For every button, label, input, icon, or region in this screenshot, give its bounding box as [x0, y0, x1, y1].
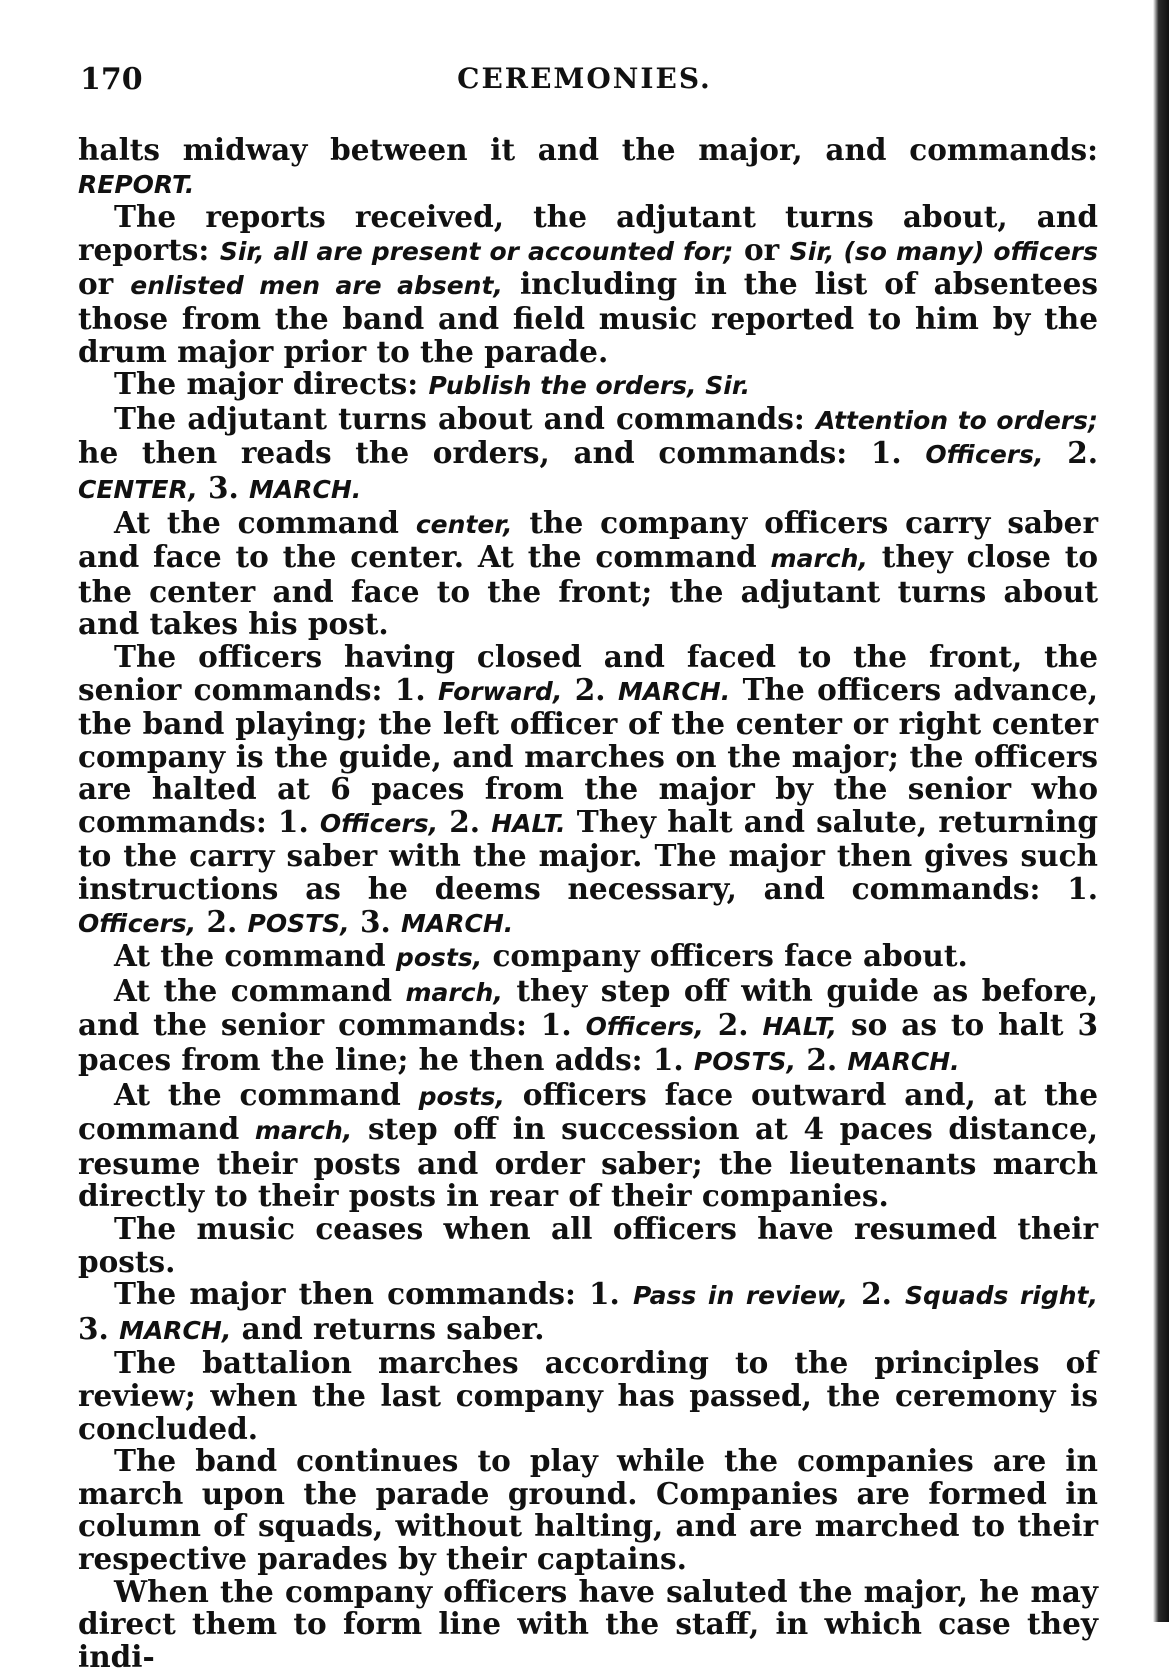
command-text: enlisted men are absent,	[130, 271, 503, 301]
body-run: The officers having closed and faced to the front, the senior commands: 1.	[78, 638, 1098, 707]
body-run: The officers advance, the band playing; the left officer of the center or right center company is the guide, and marches on the major; the officers are halted at 6 paces from the major by the senior who commands: 1.	[78, 671, 1098, 839]
body-run: They halt and salute, returning to the carry saber with the major. The major then gives such instructions as he deems necessary, and commands: 1.	[78, 803, 1099, 907]
command-text: Sir, all are present or accounted for;	[219, 236, 734, 266]
body-run: The major directs:	[114, 366, 429, 402]
body-text	[78, 134, 1098, 1673]
body-run: 2.	[847, 1276, 906, 1312]
command-text: HALT,	[762, 1012, 838, 1042]
paragraph-p9	[78, 1076, 1098, 1214]
command-text: MARCH,	[119, 1315, 232, 1345]
body-run: 2.	[703, 1007, 763, 1043]
body-run: halts midway between it and the major, and commands:	[78, 132, 1098, 167]
body-run: 2.	[1043, 435, 1098, 471]
command-text: REPORT.	[78, 169, 195, 199]
body-run: 3.	[197, 469, 250, 505]
body-run: company officers face about.	[482, 938, 968, 974]
paragraph-p2	[78, 201, 1098, 368]
command-text: Officers,	[585, 1012, 704, 1042]
command-text: MARCH.	[249, 474, 362, 504]
paragraph-p11	[78, 1278, 1098, 1347]
paragraph-p3	[78, 368, 1098, 403]
body-run: The music ceases when all officers have resumed their posts.	[78, 1211, 1098, 1279]
command-text: MARCH.	[847, 1047, 960, 1077]
body-run: and returns saber.	[231, 1310, 545, 1346]
command-text: posts,	[418, 1081, 505, 1111]
body-run: When the company officers have saluted the major, he may direct them to form line with the staff, in which case they indi-	[78, 1573, 1098, 1674]
page-edge-shadow	[1153, 0, 1169, 1622]
command-text: Sir, (so many) officers	[789, 236, 1098, 266]
paragraph-p6	[78, 638, 1099, 940]
body-run: he then reads the orders, and commands: 1.	[78, 435, 926, 471]
command-text: posts,	[395, 943, 483, 973]
command-text: Squads right,	[905, 1281, 1098, 1311]
body-run: At the command	[114, 1076, 419, 1112]
body-run: The reports received, the adjutant turns about, and reports:	[78, 199, 1098, 267]
running-head: CEREMONIES.	[457, 62, 712, 95]
command-text: POSTS,	[247, 908, 350, 938]
command-text: Publish the orders, Sir.	[428, 371, 751, 401]
body-run: The band continues to play while the companies are in march upon the parade ground. Companies are formed in column of squads, without halting, and are marched to their respective parades by their captains.	[78, 1443, 1098, 1576]
body-run: At the command	[114, 504, 416, 540]
body-run: so as to halt 3 paces from the line; he then adds: 1.	[78, 1007, 1098, 1078]
body-run: At the command	[114, 938, 396, 974]
body-run: 2.	[196, 903, 248, 939]
body-run: the company officers carry saber and face to the center. At the command	[78, 504, 1098, 575]
command-text: march,	[770, 544, 868, 574]
body-run: The battalion marches according to the principles of review; when the last company has passed, the ceremony is concluded.	[78, 1345, 1098, 1446]
paragraph-p4	[78, 400, 1098, 507]
command-text: march,	[254, 1116, 353, 1146]
body-run: 3.	[78, 1310, 120, 1346]
body-run: At the command	[114, 972, 406, 1008]
command-text: MARCH.	[401, 908, 514, 938]
paragraph-p1	[78, 134, 1098, 201]
page-number: 170	[80, 62, 143, 97]
command-text: CENTER,	[78, 474, 198, 504]
body-run: including in the list of absentees those from the band and field music reported to him by the drum major prior to the parade.	[78, 266, 1098, 369]
command-text: POSTS,	[693, 1047, 797, 1077]
body-run: 3.	[349, 903, 402, 939]
body-run: or	[733, 231, 790, 267]
paragraph-p10	[78, 1213, 1098, 1278]
command-text: Officers,	[925, 440, 1044, 470]
command-text: MARCH.	[617, 676, 731, 706]
body-run: they close to the center and face to the front; the adjutant turns about and takes his post.	[78, 539, 1098, 642]
body-run: officers face outward and, at the command	[78, 1076, 1098, 1147]
body-run: step off in succession at 4 paces distance, resume their posts and order saber; the lieutenants march directly to their posts in rear of their companies.	[78, 1111, 1098, 1214]
body-run: The adjutant turns about and commands:	[114, 400, 816, 436]
body-run: 2.	[796, 1042, 848, 1078]
command-text: Pass in review,	[632, 1281, 848, 1311]
paragraph-p8	[78, 972, 1098, 1079]
command-text: Officers,	[319, 808, 439, 838]
body-run: 2.	[438, 803, 492, 839]
body-run: they step off with guide as before, and the senior commands: 1.	[78, 972, 1098, 1043]
command-text: march,	[405, 977, 503, 1007]
paragraph-p12	[78, 1347, 1098, 1445]
command-text: Officers,	[78, 908, 197, 938]
paragraph-p14	[78, 1573, 1098, 1674]
command-text: Attention to orders;	[815, 405, 1098, 435]
paragraph-p13	[78, 1445, 1098, 1575]
command-text: Forward,	[438, 676, 563, 706]
body-run: or	[78, 266, 131, 302]
command-text: center,	[415, 509, 513, 539]
page-header	[80, 62, 1089, 102]
paragraph-p7	[78, 940, 1098, 975]
body-run: 2.	[562, 671, 618, 707]
paragraph-p5	[78, 504, 1098, 642]
body-run: The major then commands: 1.	[114, 1276, 633, 1312]
command-text: HALT.	[491, 808, 566, 838]
